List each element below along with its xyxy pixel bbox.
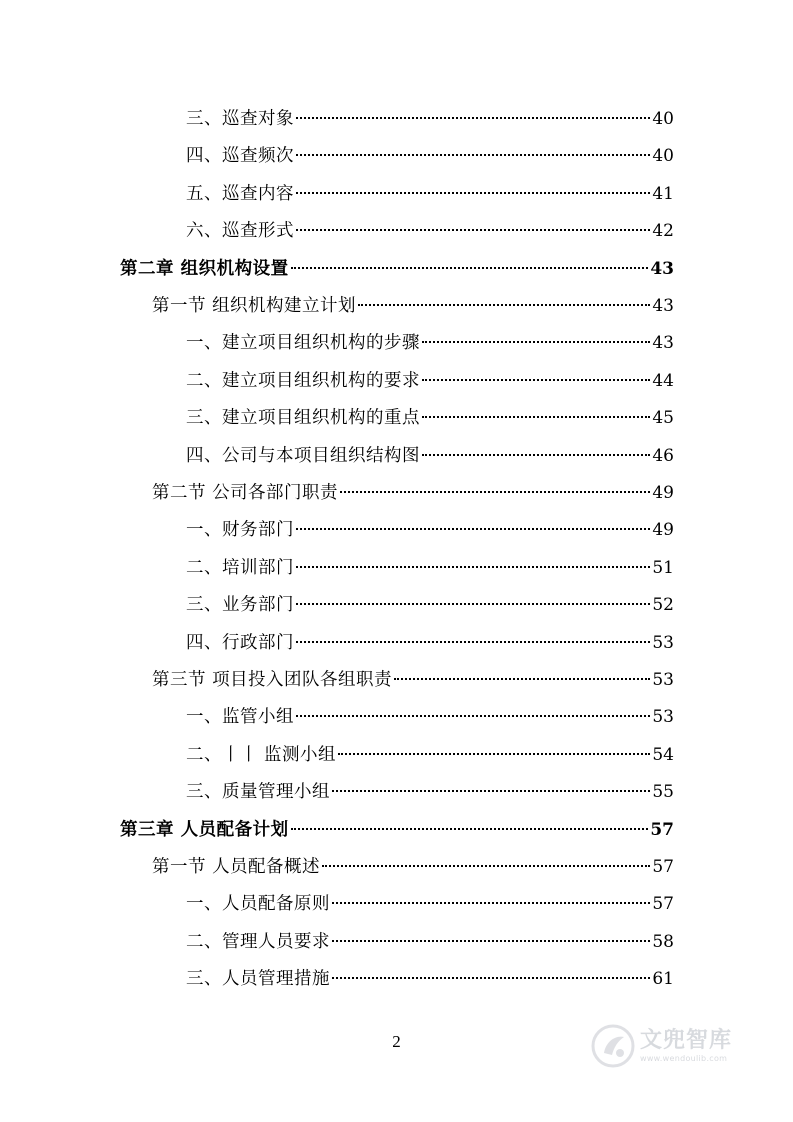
toc-entry-chapter[interactable] (120, 816, 674, 844)
toc-leader-dots (358, 304, 650, 306)
watermark-url: www.wendoulib.com (640, 1053, 728, 1063)
toc-entry-label: 第一节 组织机构建立计划 (152, 296, 357, 316)
toc-leader-dots (322, 865, 650, 867)
toc-entry-page-number: 43 (652, 296, 674, 316)
watermark-title: 文兜智库 (640, 1027, 733, 1053)
toc-entry-page-number: 40 (652, 109, 674, 129)
toc-entry-label: 一、人员配备原则 (186, 894, 330, 915)
toc-entry-page-number: 52 (652, 595, 674, 616)
toc-entry-label: 二、培训部门 (186, 557, 294, 578)
toc-leader-dots (296, 603, 650, 605)
toc-leader-dots (291, 267, 649, 269)
toc-entry-label: 一、财务部门 (186, 520, 294, 541)
toc-entry-label: 六、巡查形式 (186, 221, 294, 242)
toc-entry-label: 四、巡查频次 (186, 146, 294, 167)
toc-leader-dots (296, 528, 650, 530)
toc-entry-item[interactable] (186, 554, 674, 582)
toc-entry-page-number: 43 (652, 333, 674, 354)
toc-leader-dots (296, 229, 650, 231)
toc-entry-page-number: 46 (652, 445, 674, 466)
toc-entry-page-number: 44 (652, 370, 674, 391)
toc-leader-dots (291, 828, 649, 830)
toc-entry-item[interactable] (186, 778, 674, 806)
toc-entry-section[interactable] (152, 666, 674, 694)
toc-entry-label: 第三章 人员配备计划 (120, 819, 289, 840)
toc-entry-item[interactable] (186, 629, 674, 657)
toc-entry-label: 第二节 公司各部门职责 (152, 483, 339, 503)
toc-entry-page-number: 43 (650, 258, 674, 279)
toc-entry-page-number: 42 (652, 221, 674, 242)
toc-entry-item[interactable] (186, 928, 674, 956)
watermark (590, 1018, 760, 1074)
toc-leader-dots (422, 454, 650, 456)
toc-entry-label: 一、监管小组 (186, 707, 294, 728)
toc-entry-item[interactable] (186, 591, 674, 619)
toc-leader-dots (296, 192, 650, 194)
toc-entry-page-number: 40 (652, 146, 674, 167)
toc-entry-label: 二、丨丨 监测小组 (186, 744, 337, 765)
toc-entry-item[interactable] (186, 404, 674, 432)
toc-leader-dots (296, 117, 650, 119)
toc-entry-chapter[interactable] (120, 255, 674, 283)
toc-entry-page-number: 61 (652, 969, 674, 990)
toc-leader-dots (394, 678, 650, 680)
toc-leader-dots (422, 379, 650, 381)
toc-entry-label: 二、管理人员要求 (186, 931, 330, 952)
toc-entry-page-number: 41 (652, 183, 674, 204)
toc-entry-label: 三、巡查对象 (186, 109, 294, 129)
toc-entry-label: 一、建立项目组织机构的步骤 (186, 333, 420, 354)
toc-entry-label: 第一节 人员配备概述 (152, 857, 321, 877)
toc-entry-label: 第三节 项目投入团队各组职责 (152, 670, 393, 690)
toc-entry-item[interactable] (186, 703, 674, 731)
toc-entry-page-number: 57 (652, 857, 674, 877)
toc-entry-label: 五、巡查内容 (186, 183, 294, 204)
toc-leader-dots (338, 753, 650, 755)
toc-entry-item[interactable] (186, 142, 674, 170)
toc-entry-item[interactable] (186, 105, 674, 133)
toc-entry-item[interactable] (186, 329, 674, 357)
toc-leader-dots (296, 641, 650, 643)
toc-entry-page-number: 49 (652, 520, 674, 541)
toc-entry-label: 四、行政部门 (186, 632, 294, 653)
toc-entry-page-number: 49 (652, 483, 674, 503)
toc-entry-item[interactable] (186, 180, 674, 208)
toc-entry-page-number: 54 (652, 744, 674, 765)
toc-entry-item[interactable] (186, 516, 674, 544)
toc-leader-dots (332, 940, 650, 942)
toc-entry-item[interactable] (186, 217, 674, 245)
toc-entry-section[interactable] (152, 853, 674, 881)
toc-entry-label: 三、建立项目组织机构的重点 (186, 408, 420, 429)
toc-entry-label: 四、公司与本项目组织结构图 (186, 445, 420, 466)
toc-entry-label: 二、建立项目组织机构的要求 (186, 370, 420, 391)
toc-entry-item[interactable] (186, 965, 674, 993)
toc-entry-item[interactable] (186, 367, 674, 395)
toc-leader-dots (296, 715, 650, 717)
toc-entry-page-number: 57 (650, 819, 674, 840)
toc-entry-page-number: 55 (652, 782, 674, 803)
toc-entry-label: 三、质量管理小组 (186, 782, 330, 803)
toc-entry-page-number: 58 (652, 931, 674, 952)
toc-entry-label: 第二章 组织机构设置 (120, 258, 289, 279)
toc-entry-item[interactable] (186, 741, 674, 769)
toc-entry-page-number: 53 (652, 670, 674, 690)
toc-entry-page-number: 51 (652, 557, 674, 578)
toc-entry-page-number: 53 (652, 707, 674, 728)
toc-entry-item[interactable] (186, 442, 674, 470)
toc-entry-section[interactable] (152, 292, 674, 320)
toc-entry-page-number: 53 (652, 632, 674, 653)
toc-entry-item[interactable] (186, 890, 674, 918)
wendou-logo-icon (590, 1023, 636, 1069)
toc-leader-dots (422, 341, 650, 343)
toc-leader-dots (340, 491, 650, 493)
page-number: 2 (392, 1032, 401, 1051)
toc-entry-section[interactable] (152, 479, 674, 507)
toc-leader-dots (296, 154, 650, 156)
toc-entry-page-number: 45 (652, 408, 674, 429)
toc-entry-label: 三、业务部门 (186, 595, 294, 616)
toc-entry-label: 三、人员管理措施 (186, 969, 330, 990)
toc-entry-page-number: 57 (652, 894, 674, 915)
toc-leader-dots (332, 977, 650, 979)
toc-leader-dots (296, 566, 650, 568)
toc-leader-dots (422, 416, 650, 418)
toc-leader-dots (332, 790, 650, 792)
toc-leader-dots (332, 902, 650, 904)
